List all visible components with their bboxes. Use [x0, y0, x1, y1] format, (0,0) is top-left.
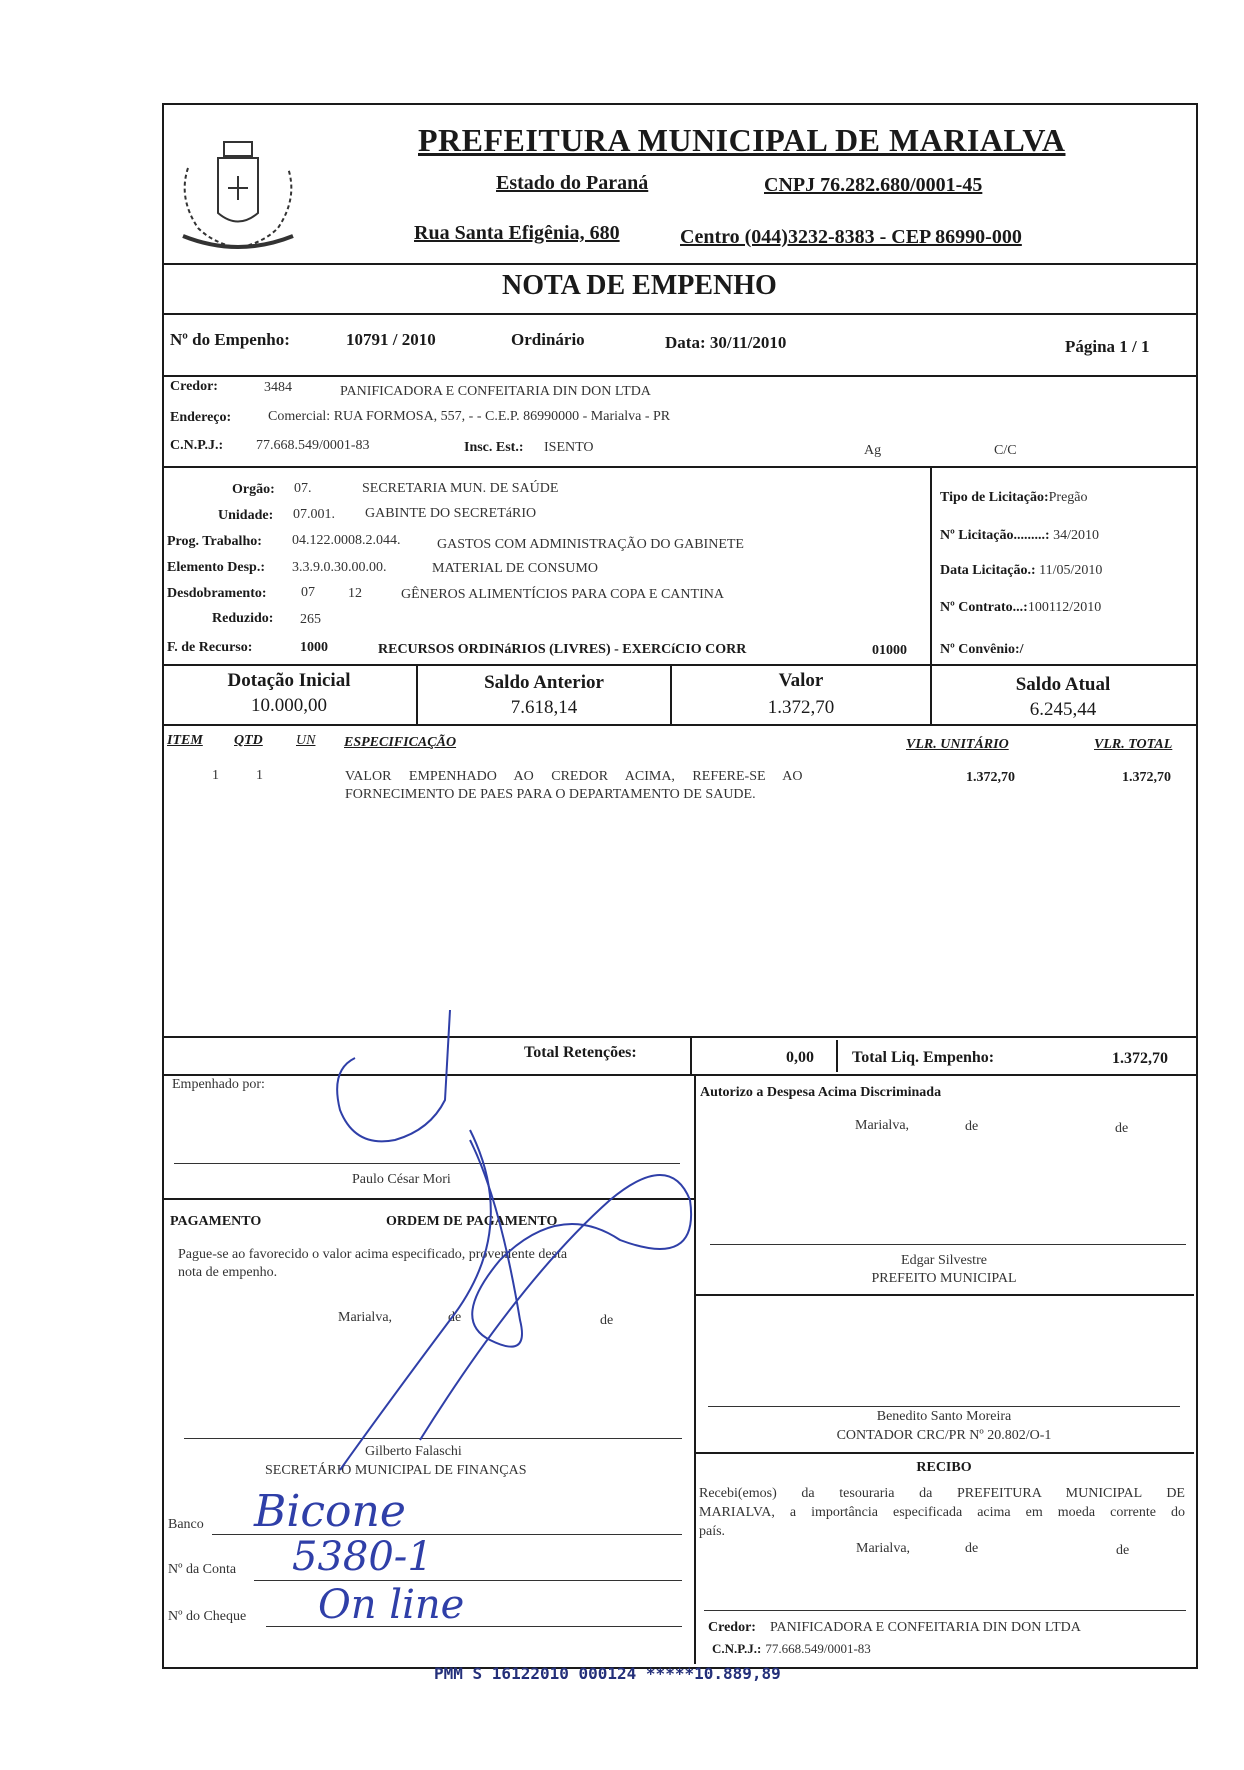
autorizo-city: Marialva, — [855, 1118, 910, 1133]
valor-value: 1.372,70 — [767, 697, 835, 718]
saldo-atual-value: 6.245,44 — [1029, 699, 1097, 720]
document-title: NOTA DE EMPENHO — [502, 270, 777, 301]
total-liquido-label: Total Liq. Empenho: — [852, 1049, 995, 1066]
cnpj-label: C.N.P.J.: — [170, 438, 224, 453]
header-contact: Centro (044)3232-8383 - CEP 86990-000 — [680, 226, 1022, 248]
recurso-name: RECURSOS ORDINáRIOS (LIVRES) - EXERCíCIO CORR — [378, 642, 747, 657]
item-total-value: 1.372,70 — [1122, 770, 1171, 785]
autorizo-de-1: de — [965, 1119, 979, 1134]
insc-label: Insc. Est.: — [464, 440, 524, 455]
pague-se-text-2: nota de empenho. — [178, 1265, 278, 1280]
saldo-anterior-label: Saldo Anterior — [484, 672, 604, 693]
data-licitacao-label: Data Licitação.: — [940, 563, 1036, 578]
conta-corrente-label: C/C — [994, 443, 1017, 458]
agencia-label: Ag — [864, 443, 882, 458]
empenho-type: Ordinário — [511, 330, 585, 349]
orgao-label: Orgão: — [232, 482, 275, 497]
cnpj-value: 77.668.549/0001-83 — [256, 438, 370, 453]
secretario-title: SECRETÁRIO MUNICIPAL DE FINANÇAS — [265, 1463, 527, 1478]
tipo-licitacao-label: Tipo de Licitação: — [940, 490, 1049, 505]
pagamento-city: Marialva, — [338, 1310, 393, 1325]
empenhado-por-name: Paulo César Mori — [352, 1172, 451, 1187]
endereco-label: Endereço: — [170, 410, 232, 425]
items-header-qtd: QTD — [234, 733, 263, 748]
item-qtd: 1 — [256, 768, 263, 783]
banco-handwritten: Bicone — [254, 1486, 406, 1537]
prog-label: Prog. Trabalho: — [167, 534, 262, 549]
desdob-code1: 07 — [301, 585, 315, 600]
prefeito-title: PREFEITO MUNICIPAL — [871, 1271, 1017, 1286]
header-address: Rua Santa Efigênia, 680 — [414, 222, 620, 244]
empenho-label: Nº do Empenho: — [170, 330, 290, 349]
autorizo-label: Autorizo a Despesa Acima Discriminada — [700, 1085, 942, 1100]
prog-code: 04.122.0008.2.044. — [292, 533, 401, 548]
dotacao-inicial-value: 10.000,00 — [251, 695, 327, 716]
desdob-label: Desdobramento: — [167, 586, 267, 601]
desdob-name: GÊNEROS ALIMENTÍCIOS PARA COPA E CANTINA — [401, 587, 724, 602]
numero-cheque-handwritten: On line — [318, 1582, 465, 1628]
reduzido-label: Reduzido: — [212, 611, 274, 626]
item-number: 1 — [212, 768, 219, 783]
recibo-text-3: país. — [699, 1524, 726, 1539]
contador-title: CONTADOR CRC/PR Nº 20.802/O-1 — [836, 1428, 1052, 1443]
dotacao-inicial-label: Dotação Inicial — [227, 670, 351, 691]
recibo-text-1: Recebi(emos) da tesouraria da PREFEITURA MUNICIPAL DE — [699, 1486, 1185, 1501]
reduzido-value: 265 — [300, 612, 321, 627]
items-header-espec: ESPECIFICAÇÃO — [344, 735, 457, 750]
pagamento-de-2: de — [600, 1313, 614, 1328]
recurso-code2: 01000 — [872, 643, 907, 658]
numero-cheque-label: Nº do Cheque — [168, 1609, 247, 1624]
unidade-label: Unidade: — [218, 508, 274, 523]
credor-label: Credor: — [170, 379, 218, 394]
saldo-anterior-value: 7.618,14 — [510, 697, 578, 718]
endereco-value: Comercial: RUA FORMOSA, 557, - - C.E.P. 86990000 - Marialva - PR — [268, 409, 671, 424]
items-header-un: UN — [296, 733, 316, 748]
numero-conta-label: Nº da Conta — [168, 1562, 237, 1577]
numero-conta-handwritten: 5380-1 — [292, 1534, 433, 1580]
items-header-total: VLR. TOTAL — [1094, 737, 1173, 752]
recibo-credor-name: PANIFICADORA E CONFEITARIA DIN DON LTDA — [769, 1620, 1081, 1635]
secretario-name: Gilberto Falaschi — [365, 1444, 462, 1459]
recurso-code: 1000 — [300, 640, 328, 655]
recibo-city: Marialva, — [856, 1541, 911, 1556]
convenio-label: Nº Convênio:/ — [940, 642, 1024, 657]
items-header-item: ITEM — [167, 733, 203, 748]
recibo-cnpj-value: 77.668.549/0001-83 — [765, 1641, 871, 1656]
total-retencoes-label: Total Retenções: — [524, 1044, 637, 1061]
recibo-de-1: de — [965, 1541, 979, 1556]
tipo-licitacao-value: Pregão — [1048, 490, 1088, 505]
unidade-code: 07.001. — [293, 507, 335, 522]
recibo-cnpj-label: C.N.P.J.: — [712, 1641, 762, 1656]
recibo-text-2: MARIALVA, a importância especificada acima em moeda corrente do — [699, 1505, 1185, 1520]
credor-code: 3484 — [264, 380, 292, 395]
contrato-label: Nº Contrato...: — [940, 600, 1028, 615]
items-header-unitario: VLR. UNITÁRIO — [906, 737, 1009, 752]
pagamento-label: PAGAMENTO — [170, 1214, 262, 1229]
item-description-line1: VALOR EMPENHADO AO CREDOR ACIMA, REFERE-SE AO — [345, 769, 803, 784]
recibo-credor-label: Credor: — [708, 1620, 756, 1635]
pagamento-de-1: de — [448, 1310, 462, 1325]
empenhado-por-label: Empenhado por: — [172, 1077, 265, 1092]
header-cnpj: CNPJ 76.282.680/0001-45 — [764, 174, 983, 196]
total-retencoes-value: 0,00 — [786, 1049, 814, 1066]
recurso-label: F. de Recurso: — [167, 640, 253, 655]
page-number: Página 1 / 1 — [1065, 337, 1150, 356]
banco-label: Banco — [168, 1517, 204, 1532]
numero-licitacao-value: 34/2010 — [1053, 528, 1099, 543]
prog-name: GASTOS COM ADMINISTRAÇÃO DO GABINETE — [437, 537, 744, 552]
header-title: PREFEITURA MUNICIPAL DE MARIALVA — [418, 122, 1066, 158]
saldo-atual-label: Saldo Atual — [1015, 674, 1111, 695]
authentication-stamp: PMM S 16122010 000124 *****10.889,89 — [434, 1664, 781, 1683]
orgao-code: 07. — [294, 481, 312, 496]
elemento-label: Elemento Desp.: — [167, 560, 265, 575]
unidade-name: GABINTE DO SECRETáRIO — [365, 506, 537, 521]
numero-licitacao-label: Nº Licitação.........: — [940, 528, 1050, 543]
empenho-date: Data: 30/11/2010 — [665, 333, 787, 352]
valor-label: Valor — [778, 670, 824, 691]
contador-name: Benedito Santo Moreira — [876, 1409, 1012, 1424]
item-unit-value: 1.372,70 — [966, 770, 1015, 785]
desdob-code2: 12 — [348, 586, 362, 601]
empenho-number: 10791 / 2010 — [346, 330, 436, 349]
contrato-value: 100112/2010 — [1027, 600, 1102, 615]
recibo-label: RECIBO — [916, 1460, 972, 1475]
orgao-name: SECRETARIA MUN. DE SAÚDE — [362, 481, 559, 496]
elemento-code: 3.3.9.0.30.00.00. — [292, 560, 387, 575]
pague-se-text-1: Pague-se ao favorecido o valor acima especificado, proveniente desta — [178, 1247, 568, 1262]
item-description-line2: FORNECIMENTO DE PAES PARA O DEPARTAMENTO DE SAUDE. — [345, 787, 756, 802]
ordem-pagamento-label: ORDEM DE PAGAMENTO — [386, 1214, 558, 1229]
insc-value: ISENTO — [544, 440, 594, 455]
credor-name: PANIFICADORA E CONFEITARIA DIN DON LTDA — [340, 384, 651, 399]
total-liquido-value: 1.372,70 — [1112, 1050, 1168, 1067]
prefeito-name: Edgar Silvestre — [901, 1253, 987, 1268]
autorizo-de-2: de — [1115, 1121, 1129, 1136]
data-licitacao-value: 11/05/2010 — [1039, 563, 1103, 578]
recibo-de-2: de — [1116, 1543, 1130, 1558]
elemento-name: MATERIAL DE CONSUMO — [432, 561, 598, 576]
header-state: Estado do Paraná — [496, 172, 649, 194]
